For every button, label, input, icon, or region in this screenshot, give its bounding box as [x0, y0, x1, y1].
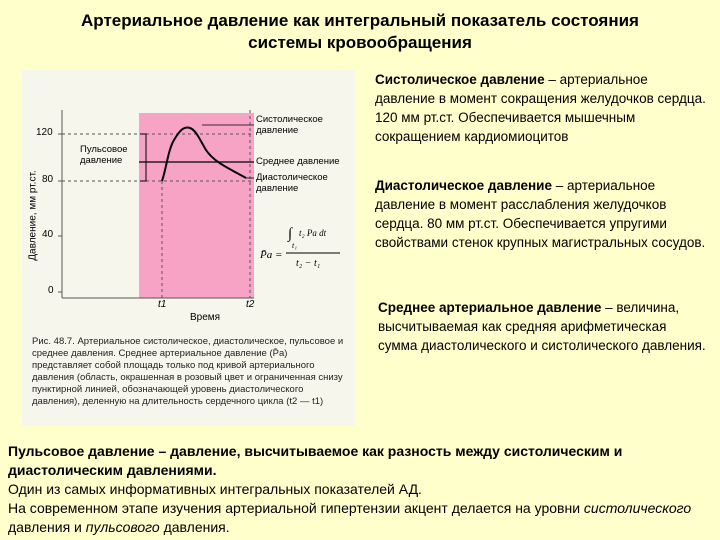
pulse-section: [8, 442, 718, 537]
formula-pa: P̄a =: [260, 249, 283, 261]
y-tick-label-0: 0: [48, 285, 54, 296]
label-pulse: Пульсовое давление: [80, 144, 128, 166]
y-tick-label-80: 80: [42, 174, 54, 185]
pulse-line-3: [8, 499, 718, 537]
diastolic-definition: [375, 176, 710, 252]
label-mean: Среднее давление: [256, 156, 340, 167]
formula-den: t₂ − t₁: [296, 258, 321, 269]
systolic-term: Систолическое давление: [375, 72, 545, 87]
title-line-2: системы кровообращения: [248, 33, 472, 52]
formula-lower: t₁: [292, 241, 298, 250]
pressure-area: [139, 113, 254, 298]
formula-integral: ∫: [288, 226, 293, 242]
y-tick-label-120: 120: [36, 127, 53, 138]
diastolic-text: – артериальное давление в момент расслабления желудочков сердца. 80 мм рт.ст. Обеспечивается упругими свойствами стенок крупных магистральных сосудов.: [375, 178, 706, 250]
diastolic-term: Диастолическое давление: [375, 178, 552, 193]
x-tick-t2: t2: [246, 299, 255, 310]
x-tick-t1: t1: [158, 299, 167, 310]
label-diastolic: Диастолическое давление: [256, 172, 328, 194]
pulse-definition: Пульсовое давление – давление, высчитываемое как разность между систолическим и диастолическим давлениями.: [8, 443, 623, 478]
pressure-figure: [22, 70, 355, 426]
pulse-line-2: Один из самых информативных интегральных показателей АД.: [8, 481, 422, 497]
figure-caption: Рис. 48.7. Артериальное систолическое, диастолическое, пульсовое и среднее давления. Среднее артериальное давление (P̄a) представляет собой площадь только под кривой артериального давления (область, окрашенная в розовый цвет и ограниченная снизу пунктирной линией, обозначающей уровень диастолического давления), деленную на длительность сердечного цикла (t2 — t1): [32, 336, 344, 407]
pulse-line-3-start: На современном этапе изучения артериальной гипертензии акцент делается на уровни: [8, 500, 584, 516]
y-axis-label: Давление, мм рт.ст.: [27, 170, 39, 261]
pulse-emphasis-pulse: пульсового: [85, 519, 160, 535]
pulse-line-3-mid: давления и: [8, 519, 86, 535]
page-title: [0, 10, 720, 54]
mean-text: – величина, высчитываемая как средняя арифметическая сумма диастолического и систолического давления.: [378, 300, 706, 353]
pulse-emphasis-systolic: систолического: [583, 500, 692, 516]
y-tick-label-40: 40: [42, 229, 54, 240]
label-systolic: Систолическое давление: [256, 114, 323, 136]
x-axis-label: Время: [190, 312, 221, 323]
systolic-definition: [375, 70, 710, 146]
title-line-1: Артериальное давление как интегральный показатель состояния: [81, 11, 639, 30]
mean-definition: [378, 298, 708, 355]
mean-term: Среднее артериальное давление: [378, 300, 602, 315]
pulse-line-3-end: давления.: [159, 519, 230, 535]
systolic-text: – артериальное давление в момент сокращения желудочков сердца. 120 мм рт.ст. Обеспечивается мышечным сокращением кардиомиоцитов: [375, 72, 706, 144]
formula-num: t₂ Pa dt: [299, 228, 327, 238]
